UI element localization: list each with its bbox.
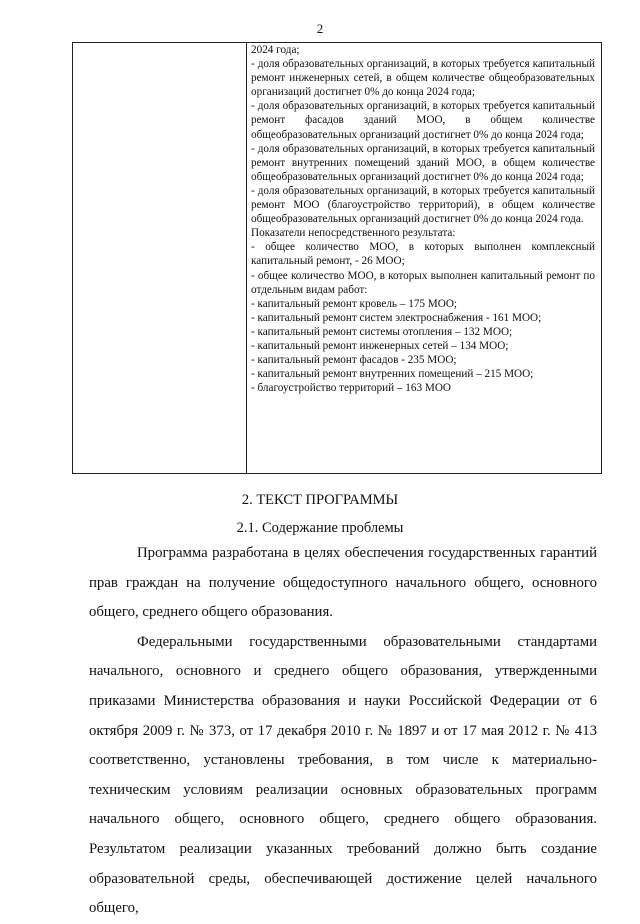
table-line: - капитальный ремонт систем электроснабжения - 161 МОО; — [251, 311, 542, 324]
table-line: - благоустройство территорий – 163 МОО — [251, 382, 451, 395]
table-right-cell — [247, 43, 601, 473]
table-line: - общее количество МОО, в которых выполнен комплексный капитальный ремонт, - 26 МОО; — [251, 241, 595, 268]
subsection-heading: 2.1. Содержание проблемы — [236, 520, 404, 536]
paragraph: Федеральными государственными образовательными стандартами начального, основного и среднего общего образования, утвержденными приказами Министерства образования и науки Российской Федерации от 6 октября 2009 г. № 373, от 17 декабря 2010 г. № 1897 и от 17 мая 2012 г. № 413 соответственно, установлены требования, в том числе к материально-техническим условиям реализации основных образовательных программ начального общего, основного общего, среднего общего образования. Результатом реализации указанных требований должно быть создание образовательной среды, обеспечивающей достижение целей начального общего, — [89, 633, 597, 917]
table-line: - капитальный ремонт фасадов - 235 МОО; — [251, 354, 457, 367]
table-left-cell — [73, 43, 247, 473]
table-line: - доля образовательных организаций, в которых требуется капитальный ремонт инженерных сетей, в общем количестве общеобразовательных организаций достигнет 0% до конца 2024 года; — [251, 58, 595, 99]
section-heading: 2. ТЕКСТ ПРОГРАММЫ — [241, 492, 399, 508]
table-line: - доля образовательных организаций, в которых требуется капитальный ремонт фасадов зданий МОО, в общем количестве общеобразовательных организаций достигнет 0% до конца 2024 года; — [251, 100, 595, 141]
table-line: - капитальный ремонт внутренних помещений – 215 МОО; — [251, 368, 534, 381]
table-line: - капитальный ремонт системы отопления – 132 МОО; — [251, 325, 513, 338]
table-line: - доля образовательных организаций, в которых требуется капитальный ремонт МОО (благоустройство территорий), в общем количестве общеобразовательных организаций достигнет 0% до конца 2024 года. — [251, 184, 595, 226]
table-line: - капитальный ремонт инженерных сетей – 134 МОО; — [251, 339, 509, 352]
paragraph: Программа разработана в целях обеспечения государственных гарантий прав граждан на получение общедоступного начального общего, основного общего, среднего общего образования. — [89, 545, 597, 621]
table-line: - капитальный ремонт кровель – 175 МОО; — [251, 297, 458, 310]
table-line: Показатели непосредственного результата: — [251, 227, 456, 240]
table-line: 2024 года; — [251, 44, 300, 56]
table-line: - доля образовательных организаций, в которых требуется капитальный ремонт внутренних помещений зданий МОО, в общем количестве общеобразовательных организаций достигнет 0% до конца 2024 года; — [251, 142, 595, 183]
indicators-table — [72, 42, 602, 474]
body-text — [89, 539, 597, 924]
page-number: 2 — [316, 21, 324, 36]
table-line: - общее количество МОО, в которых выполнен капитальный ремонт по отдельным видам работ: — [251, 269, 595, 296]
